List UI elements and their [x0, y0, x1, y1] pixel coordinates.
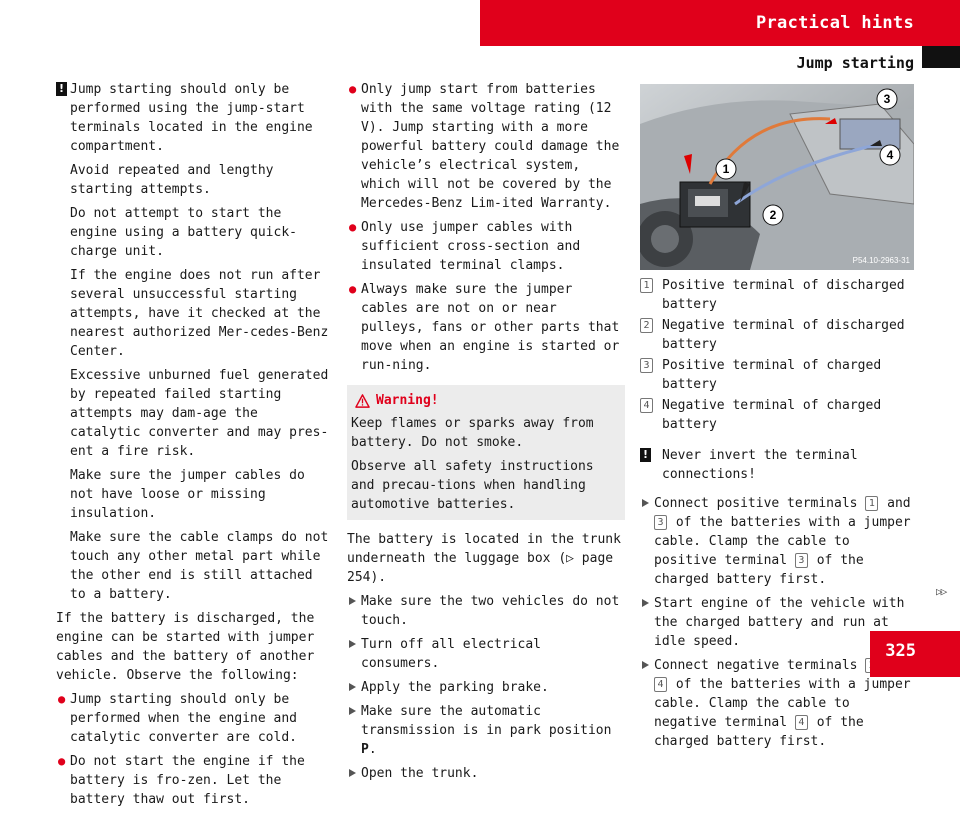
callout-number: 3 [795, 553, 808, 568]
notice-line: Excessive unburned fuel generated by repeated failed starting attempts may dam-age the catalytic converter and may pres-ent a fire risk. [70, 368, 329, 459]
step-text: of the batteries with a jumper cable. Clamp the cable to positive terminal [654, 515, 911, 568]
list-item [347, 218, 625, 275]
arrow-right-icon [642, 661, 649, 669]
column-1 [56, 80, 334, 814]
notice-line: Jump starting should only be performed using the jump-start terminals located in the engine compartment. [70, 82, 313, 154]
callout-number: 2 [640, 318, 653, 333]
list-item [56, 690, 334, 747]
callout-number: 4 [640, 398, 653, 413]
step-text: Connect positive terminals [654, 496, 866, 511]
notice-line: Do not attempt to start the engine using a battery quick-charge unit. [70, 206, 297, 259]
warning-title-text: Warning! [376, 393, 439, 408]
callout-number: 4 [654, 677, 667, 692]
list-item-text: Jump starting should only be performed when the engine and catalytic converter are cold. [70, 692, 297, 745]
svg-text:4: 4 [886, 148, 894, 162]
legend-item [640, 276, 920, 314]
legend-item [640, 356, 920, 394]
jump-start-illustration [640, 84, 914, 270]
list-item-text: Always make sure the jumper cables are not on or near pulleys, fans or other parts that move when an engine is started or run-ning. [361, 282, 620, 373]
warning-box [347, 385, 625, 520]
step-item [347, 678, 625, 697]
callout-number: 1 [865, 496, 878, 511]
bullet-dot-icon: ● [58, 692, 66, 706]
list-item [347, 80, 625, 213]
notice-line: Make sure the jumper cables do not have loose or missing insulation. [70, 468, 305, 521]
step-text: Turn off all electrical consumers. [361, 637, 542, 671]
list-item [347, 280, 625, 375]
warning-title [351, 391, 621, 410]
svg-text:2: 2 [769, 208, 777, 222]
svg-text:1: 1 [722, 162, 730, 176]
warning-line: Keep flames or sparks away from battery. Do not smoke. [351, 416, 594, 450]
svg-text:3: 3 [883, 92, 891, 106]
callout-number: 3 [640, 358, 653, 373]
notice-line: Avoid repeated and lengthy starting attempts. [70, 163, 274, 197]
arrow-right-icon [349, 683, 356, 691]
arrow-right-icon [349, 597, 356, 605]
step-text: Apply the parking brake. [361, 680, 549, 695]
callout-4 [880, 145, 900, 165]
page-number-box [870, 631, 960, 677]
exclamation-icon: ! [640, 448, 651, 462]
callout-1 [716, 159, 736, 179]
notice-block [56, 80, 334, 604]
notice-line: Make sure the cable clamps do not touch any other metal part while the other end is still attached to a battery. [70, 530, 329, 602]
arrow-right-icon [642, 599, 649, 607]
callout-number: 3 [654, 515, 667, 530]
legend-item [640, 316, 920, 354]
callout-3 [877, 89, 897, 109]
step-item [347, 635, 625, 673]
step-text: of the charged battery first. [654, 715, 864, 749]
section-header-bar [480, 0, 960, 46]
callout-number: 4 [795, 715, 808, 730]
section-title: Practical hints [755, 13, 914, 33]
step-text-suffix: . [368, 742, 377, 757]
bullet-dot-icon: ● [349, 82, 357, 96]
step-text: Start engine of the vehicle with the charged battery and run at idle speed. [654, 596, 905, 649]
step-text: Make sure the automatic transmission is in park position [361, 704, 612, 738]
warning-triangle-icon [355, 394, 370, 408]
arrow-right-icon [349, 640, 356, 648]
legend-text: Negative terminal of discharged battery [662, 318, 905, 352]
bullet-dot-icon: ● [349, 220, 357, 234]
step-text: Make sure the two vehicles do not touch. [361, 594, 620, 628]
step-item [347, 764, 625, 783]
callout-2 [763, 205, 783, 225]
step-text: of the charged battery first. [654, 553, 864, 587]
subsection-title: Jump starting [796, 54, 914, 72]
battery-location: The battery is located in the trunk underneath the luggage box (▷ page 254). [347, 532, 621, 585]
notice-block [640, 446, 920, 484]
callout-number: 1 [640, 278, 653, 293]
step-text: Connect negative terminals [654, 658, 866, 673]
arrow-right-icon [349, 707, 356, 715]
step-text: and [879, 496, 911, 511]
intro-paragraph: If the battery is discharged, the engine can be started with jumper cables and the battery of another vehicle. Observe the following: [56, 611, 315, 683]
step-item [640, 494, 920, 589]
step-text: Open the trunk. [361, 766, 479, 781]
notice-text: Never invert the terminal connections! [662, 448, 858, 482]
step-text: of the batteries with a jumper cable. Clamp the cable to negative terminal [654, 677, 911, 730]
legend-text: Positive terminal of discharged battery [662, 278, 905, 312]
list-item-text: Only use jumper cables with sufficient cross-section and insulated terminal clamps. [361, 220, 581, 273]
header-marker [922, 46, 960, 68]
arrow-right-icon [642, 499, 649, 507]
list-item-text: Only jump start from batteries with the same voltage rating (12 V). Jump starting with a more powerful battery could damage the vehicle’s electrical system, which will not be covered by the Mercedes-Benz Lim-ited Warranty. [361, 82, 620, 211]
exclamation-icon: ! [56, 82, 67, 96]
arrow-right-icon [349, 769, 356, 777]
list-item [56, 752, 334, 809]
bullet-dot-icon: ● [349, 282, 357, 296]
list-item-text: Do not start the engine if the battery is fro-zen. Let the battery thaw out first. [70, 754, 305, 807]
image-code: P54.10-2963-31 [852, 256, 910, 265]
step-item [347, 702, 625, 759]
park-position-letter: P [361, 742, 369, 757]
warning-line: Observe all safety instructions and precau-tions when handling automotive batteries. [351, 459, 594, 512]
step-item [347, 592, 625, 630]
page-number: 325 [885, 641, 916, 661]
legend-text: Positive terminal of charged battery [662, 358, 882, 392]
legend-item [640, 396, 920, 434]
legend-text: Negative terminal of charged battery [662, 398, 882, 432]
continued-marker: ▷▷ [936, 585, 946, 598]
bullet-dot-icon: ● [58, 754, 66, 768]
column-2 [347, 80, 625, 788]
notice-line: If the engine does not run after several unsuccessful starting attempts, have it checked at the nearest authorized Mer-cedes-Benz Center. [70, 268, 329, 359]
